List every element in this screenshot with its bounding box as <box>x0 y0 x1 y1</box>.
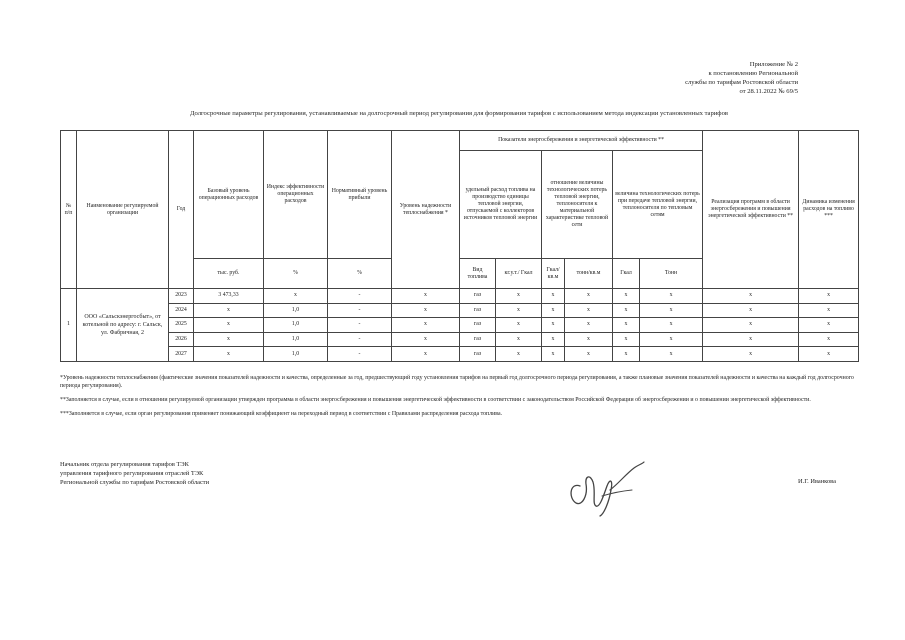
cell-fuel: газ <box>460 303 496 318</box>
header-energy-group: Показатели энергосбережения и энергетической эффективности ** <box>460 131 703 151</box>
signer-line: управления тарифного регулирования отраслей ТЭК <box>60 470 204 477</box>
header-profit-level: Нормативный уровень прибыли <box>328 131 392 259</box>
cell-profit: - <box>328 347 392 362</box>
cell-fuel-rate: х <box>496 318 542 333</box>
signer-name: И.Г. Иванкова <box>798 478 836 485</box>
cell-loss-tons: х <box>565 303 613 318</box>
header-base-level: Базовый уровень операционных расходов <box>194 131 264 259</box>
cell-programs: х <box>703 347 799 362</box>
cell-base: х <box>194 332 264 347</box>
cell-programs: х <box>703 318 799 333</box>
cell-fuel-rate: х <box>496 347 542 362</box>
table-row <box>61 289 859 304</box>
cell-index: 1,0 <box>264 332 328 347</box>
cell-reliability: х <box>392 303 460 318</box>
cell-tech-tons: х <box>640 303 703 318</box>
unit-loss-tons: тонн/кв.м <box>565 259 613 289</box>
unit-profit-level: % <box>328 259 392 289</box>
signer-line: Начальник отдела регулирования тарифов ТЭК <box>60 461 189 468</box>
table-row <box>61 347 859 362</box>
unit-tech-gcal: Гкал <box>613 259 640 289</box>
header-year: Год <box>169 131 194 289</box>
org-name: ООО «Сальскэнергосбыт», от котельной по адресу: г. Сальск, ул. Фабричная, 2 <box>77 289 169 362</box>
handwritten-signature <box>566 456 646 518</box>
header-org: Наименование регулируемой организации <box>77 131 169 289</box>
cell-dynamics: х <box>799 303 859 318</box>
appendix-line: от 28.11.2022 № 69/5 <box>739 88 798 95</box>
cell-loss-gcal: х <box>542 289 565 304</box>
unit-fuel-type: Вид топлива <box>460 259 496 289</box>
cell-loss-gcal: х <box>542 347 565 362</box>
cell-tech-gcal: х <box>613 289 640 304</box>
cell-index: х <box>264 289 328 304</box>
cell-fuel-rate: х <box>496 303 542 318</box>
cell-base: 3 473,33 <box>194 289 264 304</box>
org-number: 1 <box>61 289 77 362</box>
cell-tech-gcal: х <box>613 303 640 318</box>
cell-year: 2025 <box>169 318 194 333</box>
header-dynamics: Динамика изменения расходов на топливо *** <box>799 131 859 289</box>
header-reliability: Уровень надежности теплоснабжения * <box>392 131 460 289</box>
cell-tech-gcal: х <box>613 347 640 362</box>
unit-fuel: кг.у.т./ Гкал <box>496 259 542 289</box>
parameters-table <box>60 130 859 362</box>
cell-base: х <box>194 318 264 333</box>
cell-reliability: х <box>392 289 460 304</box>
unit-loss-gcal: Гкал/ кв.м <box>542 259 565 289</box>
table-row <box>61 318 859 333</box>
appendix-line: Приложение № 2 <box>749 61 798 68</box>
cell-fuel: газ <box>460 347 496 362</box>
cell-fuel-rate: х <box>496 289 542 304</box>
cell-dynamics: х <box>799 332 859 347</box>
header-programs: Реализация программ в области энергосбережения и повышения энергетической эффективности ** <box>703 131 799 289</box>
footnote-fuel-dynamics: ***Заполняется в случае, если орган регулирования применяет понижающий коэффициент на переходный период в соответствии с Правилами распределения расхода топлива. <box>60 411 503 417</box>
unit-tech-tons: Тонн <box>640 259 703 289</box>
cell-loss-tons: х <box>565 318 613 333</box>
cell-loss-gcal: х <box>542 332 565 347</box>
appendix-line: к постановлению Региональной <box>708 70 798 77</box>
cell-base: х <box>194 303 264 318</box>
cell-year: 2023 <box>169 289 194 304</box>
cell-dynamics: х <box>799 318 859 333</box>
cell-programs: х <box>703 303 799 318</box>
cell-year: 2027 <box>169 347 194 362</box>
header-num: № п/п <box>61 131 77 289</box>
header-efficiency-index: Индекс эффективности операционных расходов <box>264 131 328 259</box>
cell-tech-gcal: х <box>613 318 640 333</box>
cell-loss-gcal: х <box>542 318 565 333</box>
cell-base: х <box>194 347 264 362</box>
cell-reliability: х <box>392 332 460 347</box>
table-row <box>61 303 859 318</box>
unit-efficiency-index: % <box>264 259 328 289</box>
cell-profit: - <box>328 289 392 304</box>
cell-profit: - <box>328 303 392 318</box>
cell-programs: х <box>703 289 799 304</box>
cell-profit: - <box>328 332 392 347</box>
cell-loss-gcal: х <box>542 303 565 318</box>
appendix-block <box>685 60 798 96</box>
cell-dynamics: х <box>799 347 859 362</box>
cell-year: 2026 <box>169 332 194 347</box>
cell-fuel: газ <box>460 289 496 304</box>
cell-programs: х <box>703 332 799 347</box>
cell-tech-tons: х <box>640 318 703 333</box>
footnotes <box>60 374 860 424</box>
cell-tech-tons: х <box>640 332 703 347</box>
cell-index: 1,0 <box>264 318 328 333</box>
cell-tech-gcal: х <box>613 332 640 347</box>
cell-fuel: газ <box>460 332 496 347</box>
cell-dynamics: х <box>799 289 859 304</box>
header-tech-losses: величина технологических потерь при передаче тепловой энергии, теплоносителя по тепловым сетям <box>613 151 703 259</box>
footnote-energy-program: **Заполняется в случае, если в отношении регулируемой организации утвержден программа в области энергосбережения и повышения энергетической эффективности в соответствии с законодательством Российской Федерации об энергосбережении и о повышении энергетической эффективности. <box>60 397 811 403</box>
cell-loss-tons: х <box>565 289 613 304</box>
cell-fuel-rate: х <box>496 332 542 347</box>
cell-index: 1,0 <box>264 303 328 318</box>
cell-fuel: газ <box>460 318 496 333</box>
cell-reliability: х <box>392 347 460 362</box>
document-title: Долгосрочные параметры регулирования, устанавливаемые на долгосрочный период регулирования для формирования тарифов с использованием метода индексации установленных тарифов <box>190 110 728 117</box>
signer-position <box>60 460 209 487</box>
appendix-line: службы по тарифам Ростовской области <box>685 79 798 86</box>
unit-base-level: тыс. руб. <box>194 259 264 289</box>
header-fuel-consumption: удельный расход топлива на производство единицы тепловой энергии, отпускаемой с коллекторов источников тепловой энергии <box>460 151 542 259</box>
cell-tech-tons: х <box>640 347 703 362</box>
signer-line: Региональной службы по тарифам Ростовской области <box>60 479 210 486</box>
cell-index: 1,0 <box>264 347 328 362</box>
cell-tech-tons: х <box>640 289 703 304</box>
cell-loss-tons: х <box>565 347 613 362</box>
header-loss-ratio: отношение величины технологических потерь тепловой энергии, теплоносителя к материальной характеристике тепловой сети <box>542 151 613 259</box>
cell-year: 2024 <box>169 303 194 318</box>
cell-loss-tons: х <box>565 332 613 347</box>
table-row <box>61 332 859 347</box>
cell-profit: - <box>328 318 392 333</box>
footnote-reliability: *Уровень надежности теплоснабжения (фактические значения показателей надежности и качества, определенные за год, предшествующий году установления тарифов на первый год долгосрочного периода регулирования, а также плановые значения показателей надежности и качества на каждый год долгосрочного периода регулирования). <box>60 375 854 389</box>
cell-reliability: х <box>392 318 460 333</box>
